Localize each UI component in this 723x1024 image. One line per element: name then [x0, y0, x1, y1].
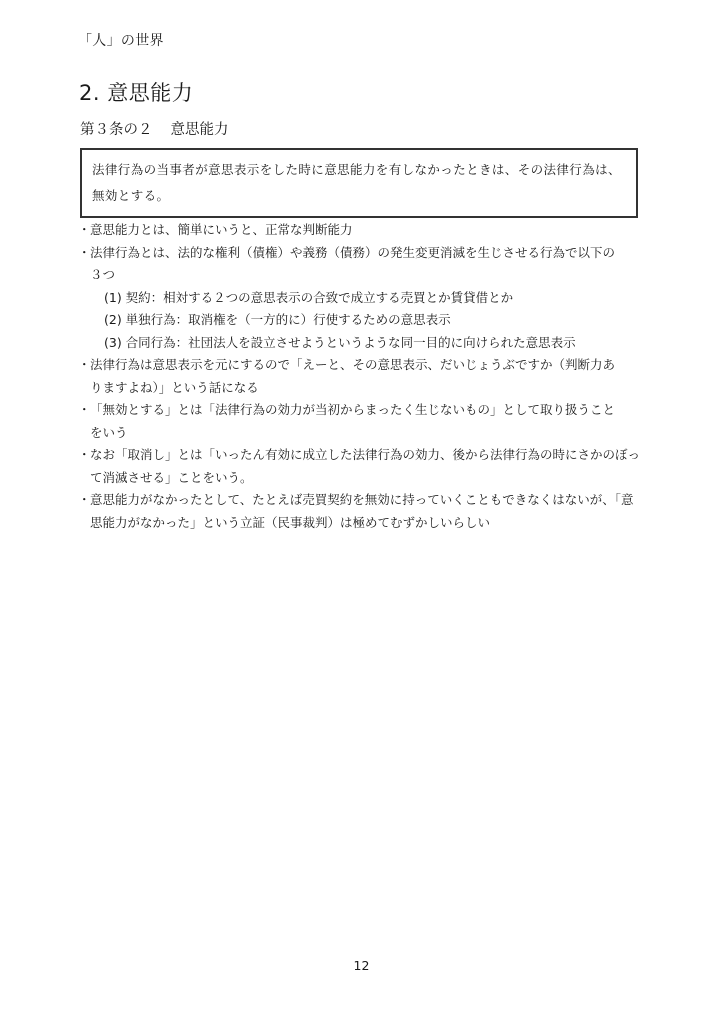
bullet-marker: ・ — [78, 492, 91, 507]
list-item — [78, 489, 640, 534]
article-text-line: 無効とする。 — [92, 188, 170, 203]
list-item — [78, 354, 640, 399]
article-title: 意思能力 — [170, 122, 229, 138]
list-item — [78, 242, 640, 355]
bullet-marker: ・ — [78, 402, 91, 417]
list-item-text: なお「取消し」とは「いったん有効に成立した法律行為の効力、後から法律行為の時にさかのぼっ — [90, 447, 641, 462]
sub-item: (1) 契約：相対する２つの意思表示の合致で成立する売買とか賃貸借とか — [104, 289, 514, 305]
list-item-text: をいう — [90, 424, 128, 440]
list-item — [78, 399, 640, 444]
list-item-text: 意思能力とは、簡単にいうと、正常な判断能力 — [90, 222, 353, 237]
sub-item: (2) 単独行為：取消権を（一方的に）行使するための意思表示 — [104, 312, 451, 327]
article-text-box — [80, 148, 638, 218]
section-title: 2. 意思能力 — [79, 81, 194, 105]
list-item-text: て消滅させる」ことをいう。 — [90, 469, 253, 485]
list-item-text: 法律行為とは、法的な権利（債権）や義務（債務）の発生変更消滅を生じさせる行為で以下の — [90, 244, 616, 260]
bullet-marker: ・ — [78, 447, 91, 462]
list-item-text: 「無効とする」とは「法律行為の効力が当初からまったく生じないもの」として取り扱うこと — [90, 402, 616, 417]
sub-item: (3) 合同行為：社団法人を設立させようというような同一目的に向けられた意思表示 — [104, 334, 576, 350]
list-item-text: 意思能力がなかったとして、たとえば売買契約を無効に持っていくこともできなくはないが、「意 — [90, 492, 634, 507]
notes-list — [78, 219, 640, 534]
bullet-marker: ・ — [78, 244, 91, 260]
article-number: 第３条の２ — [80, 122, 153, 138]
list-item-text: ３つ — [90, 267, 116, 282]
page-number: 12 — [353, 958, 370, 973]
article-heading — [80, 118, 229, 139]
list-item-text: 思能力がなかった」という立証（民事裁判）は極めてむずかしいらしい — [90, 514, 491, 530]
list-item-text: 法律行為は意思表示を元にするので「えーと、その意思表示、だいじょうぶですか（判断力あ — [90, 357, 616, 372]
running-header: 「人」の世界 — [78, 33, 164, 49]
article-text-line: 法律行為の当事者が意思表示をした時に意思能力を有しなかったときは、その法律行為は、 — [92, 162, 621, 177]
list-item — [78, 444, 640, 489]
list-item-text: りますよね）」という話になる — [90, 379, 259, 395]
bullet-marker: ・ — [78, 222, 91, 237]
bullet-marker: ・ — [78, 357, 91, 372]
list-item — [78, 219, 640, 242]
